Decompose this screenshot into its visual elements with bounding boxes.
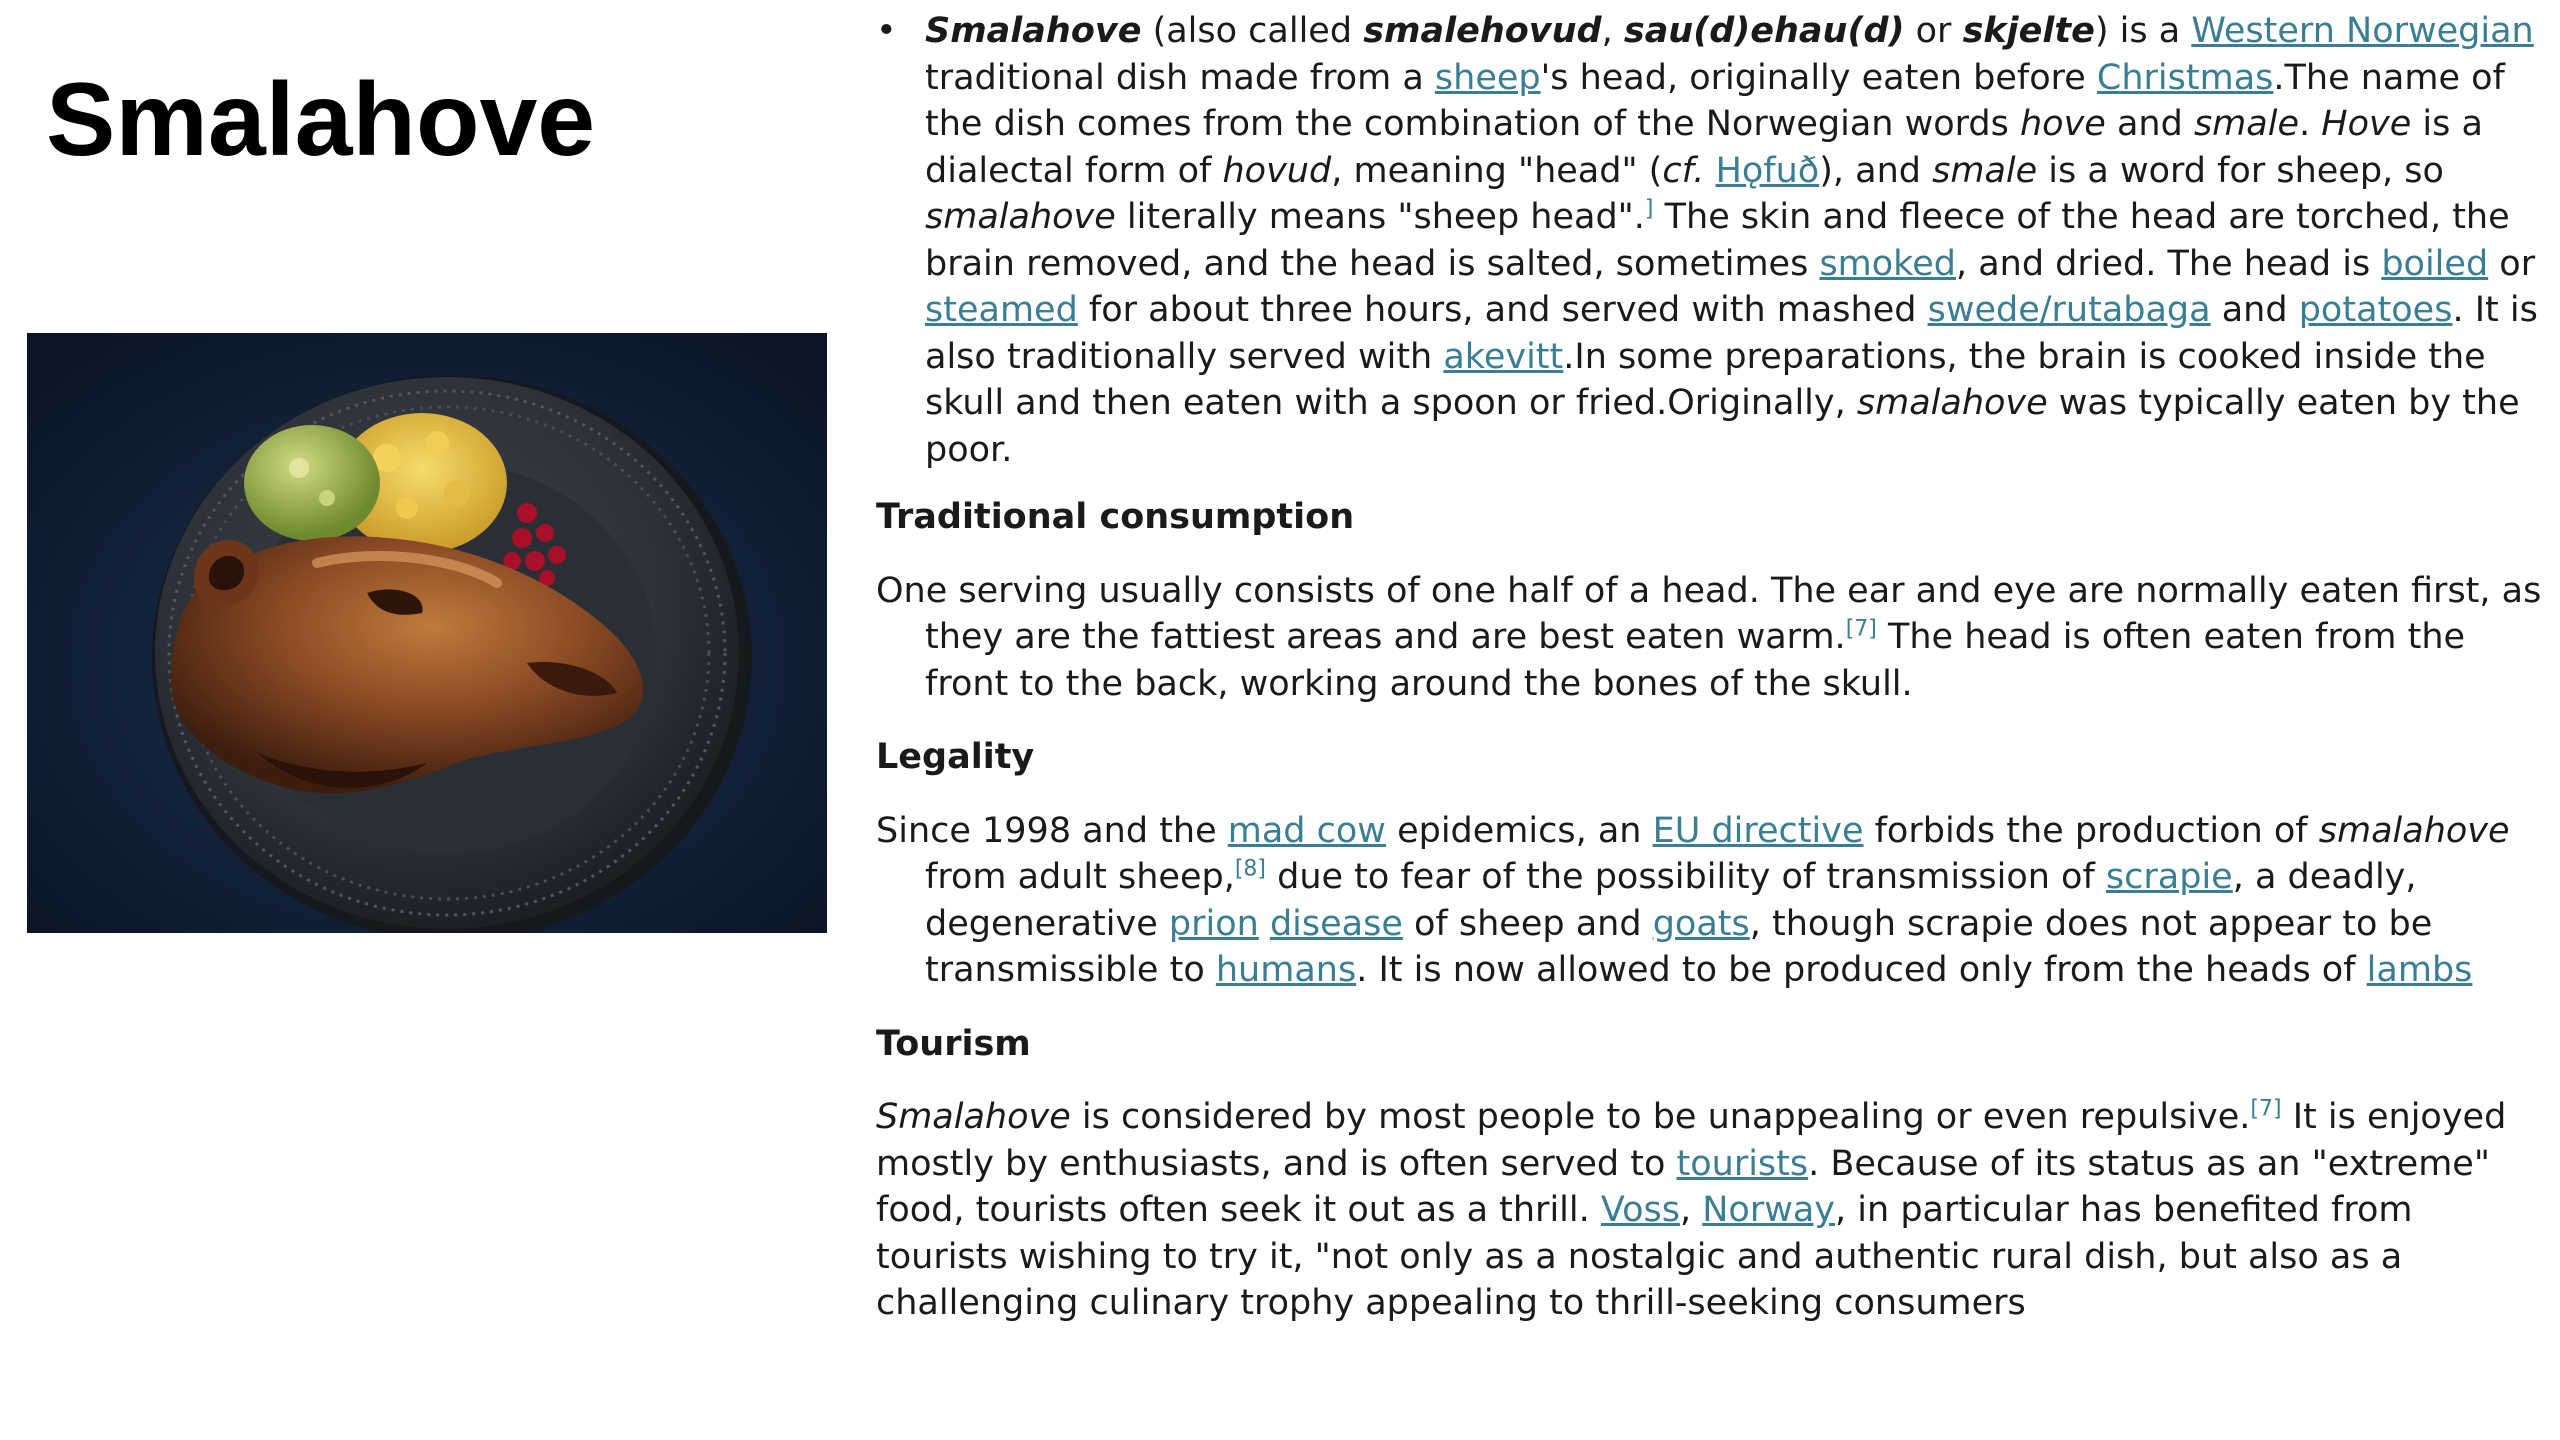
heading-legality: Legality <box>876 737 1035 777</box>
text-span: traditional dish made from a <box>925 57 1435 98</box>
intro-bullet <box>876 8 2546 473</box>
link-boiled[interactable]: boiled <box>2381 243 2489 284</box>
italic-word: smalahove <box>925 197 1116 237</box>
text-span: Since 1998 and the <box>876 810 1228 851</box>
link-hofud[interactable]: Hǫfuð <box>1715 150 1820 191</box>
text-span: The skin and fleece of the head are torched, the brain removed, and the head is salted, sometimes <box>925 197 2510 284</box>
italic-word: smalahove <box>1856 383 2048 423</box>
text-span: (also called <box>1141 11 1364 51</box>
link-smoked[interactable]: smoked <box>1819 243 1956 284</box>
text-span: It is enjoyed mostly by enthusiasts, and is often served to <box>876 1097 2507 1184</box>
text-span: is a dialectal form of <box>925 104 2483 191</box>
text-span: or <box>2488 243 2536 284</box>
italic-word: Hove <box>2321 104 2412 144</box>
text-span: .The name of the dish comes from the combination of the Norwegian words <box>925 57 2505 144</box>
link-goats[interactable]: goats <box>1652 903 1750 944</box>
text-span: of sheep and <box>1402 903 1653 944</box>
text-span: , meaning "head" ( <box>1331 150 1663 191</box>
dish-name: Smalahove <box>925 11 1142 51</box>
text-span: forbids the production of <box>1863 810 2319 851</box>
dish-name: Smalahove <box>876 1097 1071 1137</box>
italic-word: smalahove <box>2318 810 2510 851</box>
text-span: , <box>1679 1190 1703 1230</box>
alt-name: sau(d)ehau(d) <box>1623 11 1905 51</box>
link-potatoes[interactable]: potatoes <box>2298 290 2453 330</box>
smalahove-plate-photo-icon <box>27 333 827 933</box>
text-span: , in particular has benefited from tourists wishing to try it, "not only as a nostalgic and authentic rural dish, but also as a challenging culinary trophy appealing to thrill-seeking consumers <box>876 1190 2413 1323</box>
link-swede-rutabaga[interactable]: swede/rutabaga <box>1927 290 2211 330</box>
heading-traditional-consumption: Traditional consumption <box>876 497 1355 537</box>
link-voss[interactable]: Voss <box>1600 1190 1680 1230</box>
alt-name: smalehovud <box>1363 11 1602 51</box>
dish-photo <box>27 333 827 933</box>
link-steamed[interactable]: steamed <box>925 290 1078 330</box>
bullet-marker: • <box>876 11 897 51</box>
text-span: due to fear of the possibility of transmission of <box>1266 857 2106 897</box>
text-span: 's head, originally eaten before <box>1540 57 2097 98</box>
article-body <box>876 8 2546 1327</box>
text-span: , <box>1601 11 1624 51</box>
text-span: . <box>2298 104 2322 144</box>
text-span: ) is a <box>2094 11 2192 51</box>
text-span: . It is now allowed to be produced only from the heads of <box>1356 950 2367 990</box>
link-scrapie[interactable]: scrapie <box>2105 857 2233 897</box>
text-span: from adult sheep, <box>925 857 1235 897</box>
text-span: One serving usually consists of one half of a head. The ear and eye are normally eaten first, as they are the fattiest areas and are best eaten warm. <box>876 570 2542 657</box>
text-span: for about three hours, and served with mashed <box>1077 290 1928 330</box>
italic-word: smale <box>1932 150 2038 191</box>
alt-name: skjelte <box>1962 11 2095 51</box>
text-span: is considered by most people to be unappealing or even repulsive. <box>1070 1097 2251 1137</box>
text-span: , though scrapie does not appear to be transmissible to <box>925 903 2433 990</box>
citation-link[interactable]: [7] <box>2250 1096 2282 1122</box>
text-span: . Because of its status as an "extreme" food, tourists often seek it out as a thrill. <box>876 1143 2490 1230</box>
text-span: ), and <box>1819 150 1933 191</box>
italic-word: hove <box>2019 104 2106 144</box>
citation-link[interactable]: [8] <box>1234 856 1266 882</box>
link-humans[interactable]: humans <box>1215 950 1357 990</box>
text-span: and <box>2210 290 2299 330</box>
link-eu-directive[interactable]: EU directive <box>1652 810 1864 851</box>
text-span: and <box>2105 104 2194 144</box>
text-span <box>1704 151 1715 191</box>
text-span <box>1259 904 1270 944</box>
text-span: or <box>1904 11 1963 51</box>
citation-link[interactable]: [7] <box>1845 616 1877 642</box>
consumption-paragraph <box>876 568 2546 708</box>
text-span: .In some preparations, the brain is cooked inside the skull and then eaten with a spoon or fried.Originally, <box>925 336 2486 423</box>
link-disease[interactable]: disease <box>1269 903 1403 944</box>
link-lambs[interactable]: lambs <box>2366 950 2473 990</box>
text-span: , and dried. The head is <box>1955 243 2382 284</box>
link-mad-cow[interactable]: mad cow <box>1227 810 1386 851</box>
italic-word: cf. <box>1662 150 1705 191</box>
legality-paragraph <box>876 808 2546 994</box>
text-span: . It is also traditionally served with <box>925 290 2538 377</box>
slide-title: Smalahove <box>46 62 596 178</box>
link-prion[interactable]: prion <box>1168 903 1259 944</box>
text-span: epidemics, an <box>1385 810 1653 851</box>
link-christmas[interactable]: Christmas <box>2096 57 2274 98</box>
italic-word: hovud <box>1222 150 1332 191</box>
link-western-norwegian[interactable]: Western Norwegian <box>2191 11 2534 51</box>
tourism-paragraph <box>876 1094 2546 1327</box>
text-span: literally means "sheep head". <box>1115 197 1645 237</box>
text-span: was typically eaten by the poor. <box>925 383 2520 470</box>
text-span: The head is often eaten from the front to the back, working around the bones of the skull. <box>925 617 2466 704</box>
link-akevitt[interactable]: akevitt <box>1443 336 1564 377</box>
text-span: is a word for sheep, so <box>2037 150 2444 191</box>
citation-link[interactable]: ] <box>1644 196 1654 222</box>
italic-word: smale <box>2193 104 2299 144</box>
link-norway[interactable]: Norway <box>1702 1190 1836 1230</box>
text-span: , a deadly, degenerative <box>925 857 2417 944</box>
link-tourists[interactable]: tourists <box>1676 1143 1809 1184</box>
link-sheep[interactable]: sheep <box>1434 57 1541 98</box>
heading-tourism: Tourism <box>876 1023 1031 1064</box>
